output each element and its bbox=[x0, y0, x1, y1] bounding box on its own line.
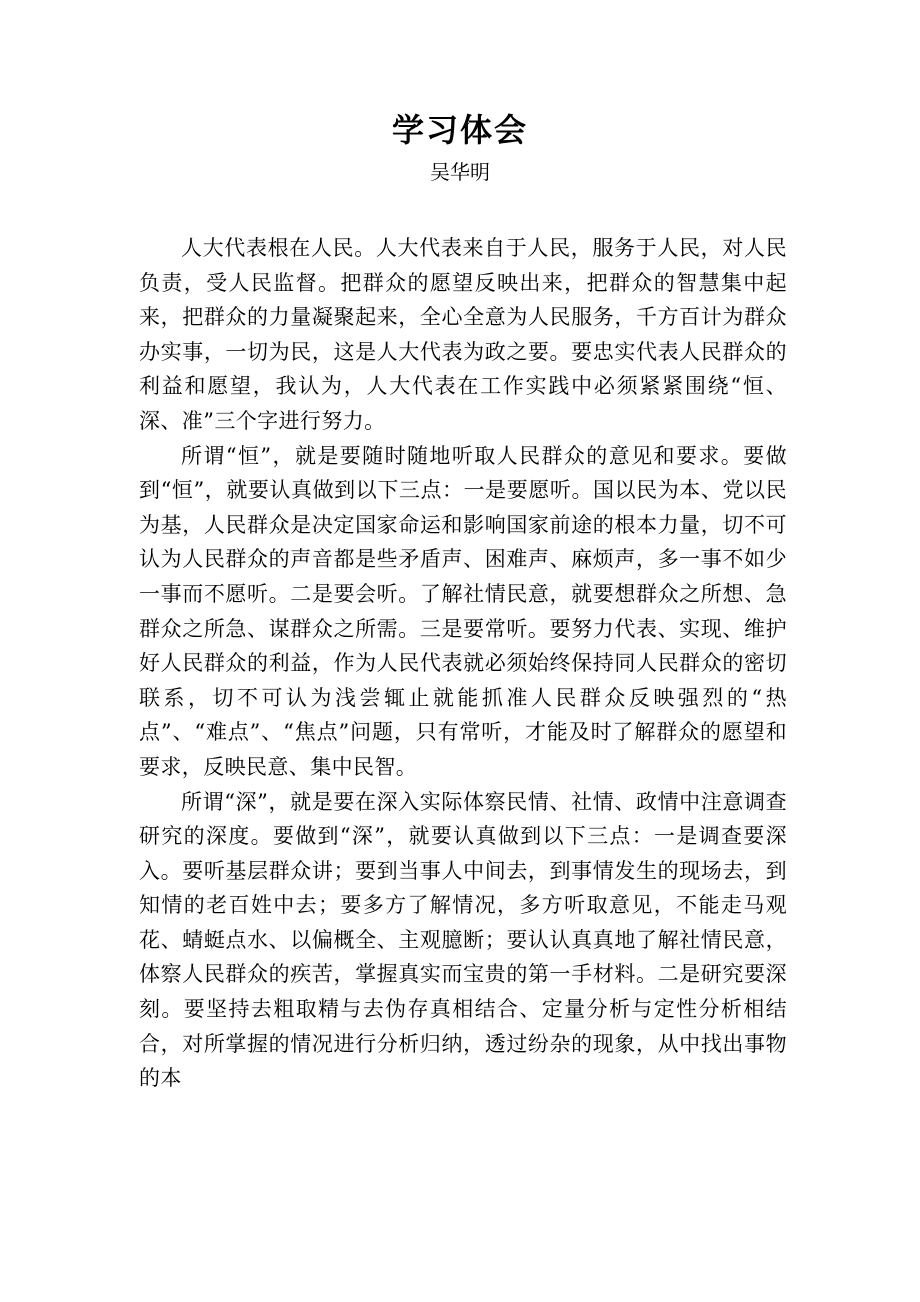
paragraph-2: 所谓“恒”，就是要随时随地听取人民群众的意见和要求。要做到“恒”，就要认真做到以下三点：一是要愿听。国以民为本、党以民为基，人民群众是决定国家命运和影响国家前途的根本力量，切不可认为人民群众的声音都是些矛盾声、困难声、麻烦声，多一事不如少一事而不愿听。二是要会听。了解社情民意，就要想群众之所想、急群众之所急、谋群众之所需。三是要常听。要努力代表、实现、维护好人民群众的利益，作为人民代表就必须始终保持同人民群众的密切联系，切不可认为浅尝辄止就能抓准人民群众反映强烈的“热点”、“难点”、“焦点”问题，只有常听，才能及时了解群众的愿望和要求，反映民意、集中民智。 bbox=[139, 443, 787, 779]
author-name: 吴华明 bbox=[430, 160, 490, 184]
page-title: 学习体会 bbox=[391, 111, 528, 149]
paragraph-3: 所谓“深”，就是要在深入实际体察民情、社情、政情中注意调查研究的深度。要做到“深”，就要认真做到以下三点：一是调查要深入。要听基层群众讲；要到当事人中间去，到事情发生的现场去，到知情的老百姓中去；要多方了解情况，多方听取意见，不能走马观花、蜻蜓点水、以偏概全、主观臆断；要认认真真地了解社情民意，体察人民群众的疾苦，掌握真实而宝贵的第一手材料。二是研究要深刻。要坚持去粗取精与去伪存真相结合、定量分析与定性分析相结合，对所掌握的情况进行分析归纳，透过纷杂的现象，从中找出事物的本 bbox=[139, 789, 787, 1091]
paragraph-1: 人大代表根在人民。人大代表来自于人民，服务于人民，对人民负责，受人民监督。把群众的愿望反映出来，把群众的智慧集中起来，把群众的力量凝聚起来，全心全意为人民服务，千方百计为群众办实事，一切为民，这是人大代表为政之要。要忠实代表人民群众的利益和愿望，我认为，人大代表在工作实践中必须紧紧围绕“恒、深、准”三个字进行努力。 bbox=[139, 236, 787, 433]
document-body bbox=[139, 231, 787, 1096]
